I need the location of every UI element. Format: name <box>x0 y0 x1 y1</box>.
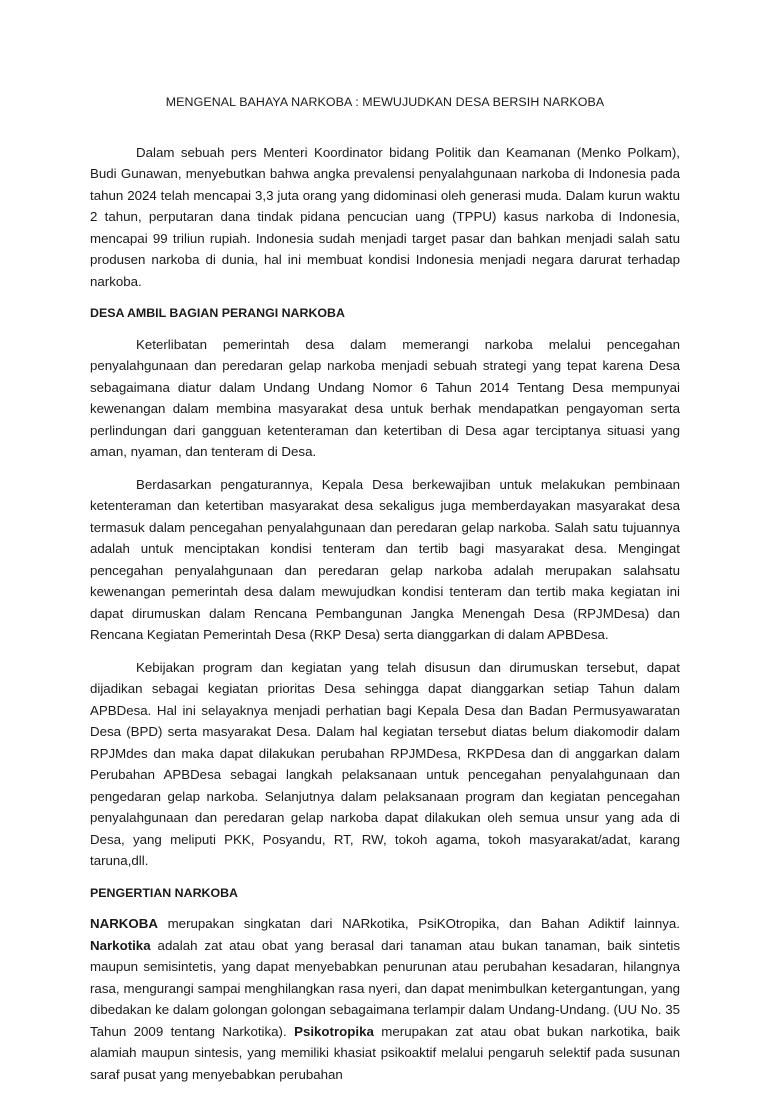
definition-psikotropika: merupakan zat atau obat bukan narkotika, baik alamiah maupun sintesis, yang memiliki khasiat psikoaktif melalui pengaruh selektif pada susunan saraf pusat yang menyebabkan perubahan <box>90 1023 681 1082</box>
definition-narkoba: merupakan singkatan dari NARkotika, PsiKOtropika, dan Bahan Adiktif lainnya. <box>157 916 680 931</box>
term-narkoba: NARKOBA <box>90 916 158 931</box>
term-narkotika: Narkotika <box>90 937 151 953</box>
definition-paragraph <box>90 913 680 1085</box>
document-page <box>90 92 680 1096</box>
section1-paragraph-1: Keterlibatan pemerintah desa dalam memerangi narkoba melalui pencegahan penyalahgunaan dan peredaran gelap narkoba menjadi sebuah strategi yang tepat karena Desa sebagaimana diatur dalam Undang Undang Nomor 6 Tahun 2014 Tentang Desa mempunyai kewenangan dalam membina masyarakat desa untuk berhak mendapatkan pengayoman serta perlindungan dari gangguan ketenteraman dan ketertiban di Desa agar terciptanya situasi yang aman, nyaman, dan tenteram di Desa. <box>90 336 680 459</box>
document-title: MENGENAL BAHAYA NARKOBA : MEWUJUDKAN DESA BERSIH NARKOBA <box>165 95 605 109</box>
section1-paragraph-3: Kebijakan program dan kegiatan yang telah disusun dan dirumuskan tersebut, dapat dijadikan sebagai kegiatan prioritas Desa sehingga dapat dianggarkan setiap Tahun dalam APBDesa. Hal ini selayaknya menjadi perhatian bagi Kepala Desa dan Badan Permusyawaratan Desa (BPD) serta masyarakat Desa. Dalam hal kegiatan tersebut diatas belum diakomodir dalam RPJMdes dan maka dapat dilakukan perubahan RPJMDesa, RKPDesa dan di anggarkan dalam Perubahan APBDesa sebagai langkah pelaksanaan untuk pencegahan penyalahgunaan dan pengedaran gelap narkoba. Selanjutnya dalam pelaksanaan program dan kegiatan pencegahan penyalahgunaan dan peredaran gelap narkoba dapat dilakukan oleh semua unsur yang ada di Desa, yang meliputi PKK, Posyandu, RT, RW, tokoh agama, tokoh masyarakat/adat, karang taruna,dll. <box>90 659 680 868</box>
definition-narkotika: adalah zat atau obat yang berasal dari tanaman atau bukan tanaman, baik sintetis maupun semisintetis, yang dapat menyebabkan penurunan atau perubahan kesadaran, hilangnya rasa, mengurangi sampai menghilangkan rasa nyeri, dan dapat menimbulkan ketergantungan, yang dibedakan ke dalam golongan golongan sebagaimana terlampir dalam Undang-Undang. (UU No. 35 Tahun 2009 tentang Narkotika). <box>90 937 680 1039</box>
intro-paragraph: Dalam sebuah pers Menteri Koordinator bidang Politik dan Keamanan (Menko Polkam), Budi Gunawan, menyebutkan bahwa angka prevalensi penyalahgunaan narkoba di Indonesia pada tahun 2024 telah mencapai 3,3 juta orang yang didominasi oleh generasi muda. Dalam kurun waktu 2 tahun, perputaran dana tindak pidana pencucian uang (TPPU) kasus narkoba di Indonesia, mencapai 99 triliun rupiah. Indonesia sudah menjadi target pasar dan bahkan menjadi salah satu produsen narkoba di dunia, hal ini membuat kondisi Indonesia menjadi negara darurat terhadap narkoba. <box>90 144 680 289</box>
term-psikotropika: Psikotropika <box>294 1023 374 1039</box>
section1-paragraph-2: Berdasarkan pengaturannya, Kepala Desa berkewajiban untuk melakukan pembinaan ketenteraman dan ketertiban masyarakat desa sekaligus juga memberdayakan masyarakat desa termasuk dalam pencegahan penyalahgunaan dan peredaran gelap narkoba. Salah satu tujuannya adalah untuk menciptakan kondisi tenteram dan tertib bagi masyarakat desa. Mengingat pencegahan penyalahgunaan dan peredaran gelap narkoba adalah merupakan salahsatu kewenangan pemerintah desa dalam mewujudkan kondisi tenteram dan tertib maka kegiatan ini dapat dirumuskan dalam Rencana Pembangunan Jangka Menengah Desa (RPJMDesa) dan Rencana Kegiatan Pemerintah Desa (RKP Desa) serta dianggarkan di dalam APBDesa. <box>90 476 680 642</box>
section-heading-pengertian: PENGERTIAN NARKOBA <box>90 885 239 900</box>
section-heading-desa: DESA AMBIL BAGIAN PERANGI NARKOBA <box>90 306 345 320</box>
